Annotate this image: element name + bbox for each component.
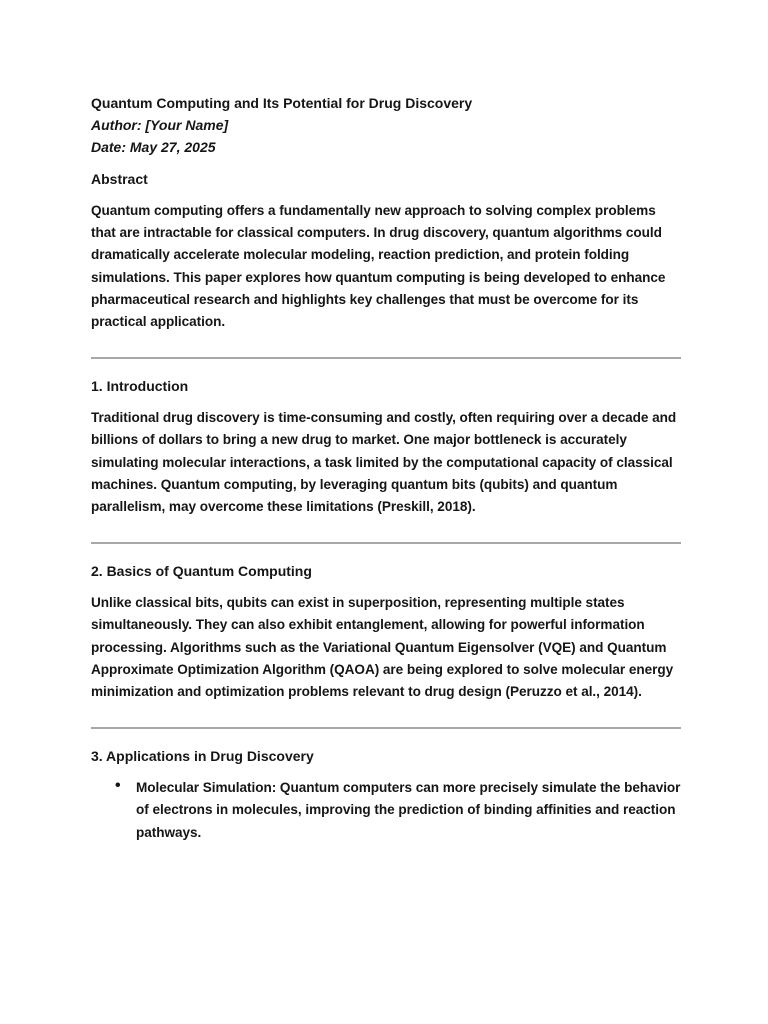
document-title: Quantum Computing and Its Potential for Drug Discovery: [91, 95, 473, 111]
abstract-text: Quantum computing offers a fundamentally new approach to solving complex problems that are intractable for classical computers. In drug discovery, quantum algorithms could dramatically accelerate molecular modeling, reaction prediction, and protein folding simulations. This paper explores how quantum computing is being developed to enhance pharmaceutical research and highlights key challenges that must be overcome for its practical application.: [91, 203, 666, 330]
introduction-heading: 1. Introduction: [91, 378, 189, 395]
section-divider: [91, 542, 681, 544]
basics-text: Unlike classical bits, qubits can exist in superposition, representing multiple states simultaneously. They can also exhibit entanglement, allowing for powerful information processing. Algorithms such as the Variational Quantum Eigensolver (VQE) and Quantum Approximate Optimization Algorithm (QAOA) are being explored to solve molecular energy minimization and optimization problems relevant to drug design (Peruzzo et al., 2014).: [91, 595, 674, 700]
applications-heading: 3. Applications in Drug Discovery: [91, 748, 314, 765]
abstract-heading: Abstract: [91, 171, 148, 187]
list-item-text: Molecular Simulation: Quantum computers can more precisely simulate the behavior of electrons in molecules, improving the prediction of binding affinities and reaction pathways.: [136, 780, 681, 840]
document-author: Author: [Your Name]: [91, 117, 229, 133]
document-page: [91, 92, 681, 844]
applications-list: [91, 777, 681, 844]
basics-heading: 2. Basics of Quantum Computing: [91, 563, 312, 580]
bullet-icon: •: [115, 777, 121, 795]
section-divider: [91, 357, 681, 359]
section-divider: [91, 727, 681, 729]
list-item: [91, 777, 681, 844]
document-date: Date: May 27, 2025: [91, 139, 216, 155]
introduction-text: Traditional drug discovery is time-consuming and costly, often requiring over a decade and billions of dollars to bring a new drug to market. One major bottleneck is accurately simulating molecular interactions, a task limited by the computational capacity of classical machines. Quantum computing, by leveraging quantum bits (qubits) and quantum parallelism, may overcome these limitations (Preskill, 2018).: [91, 410, 677, 515]
